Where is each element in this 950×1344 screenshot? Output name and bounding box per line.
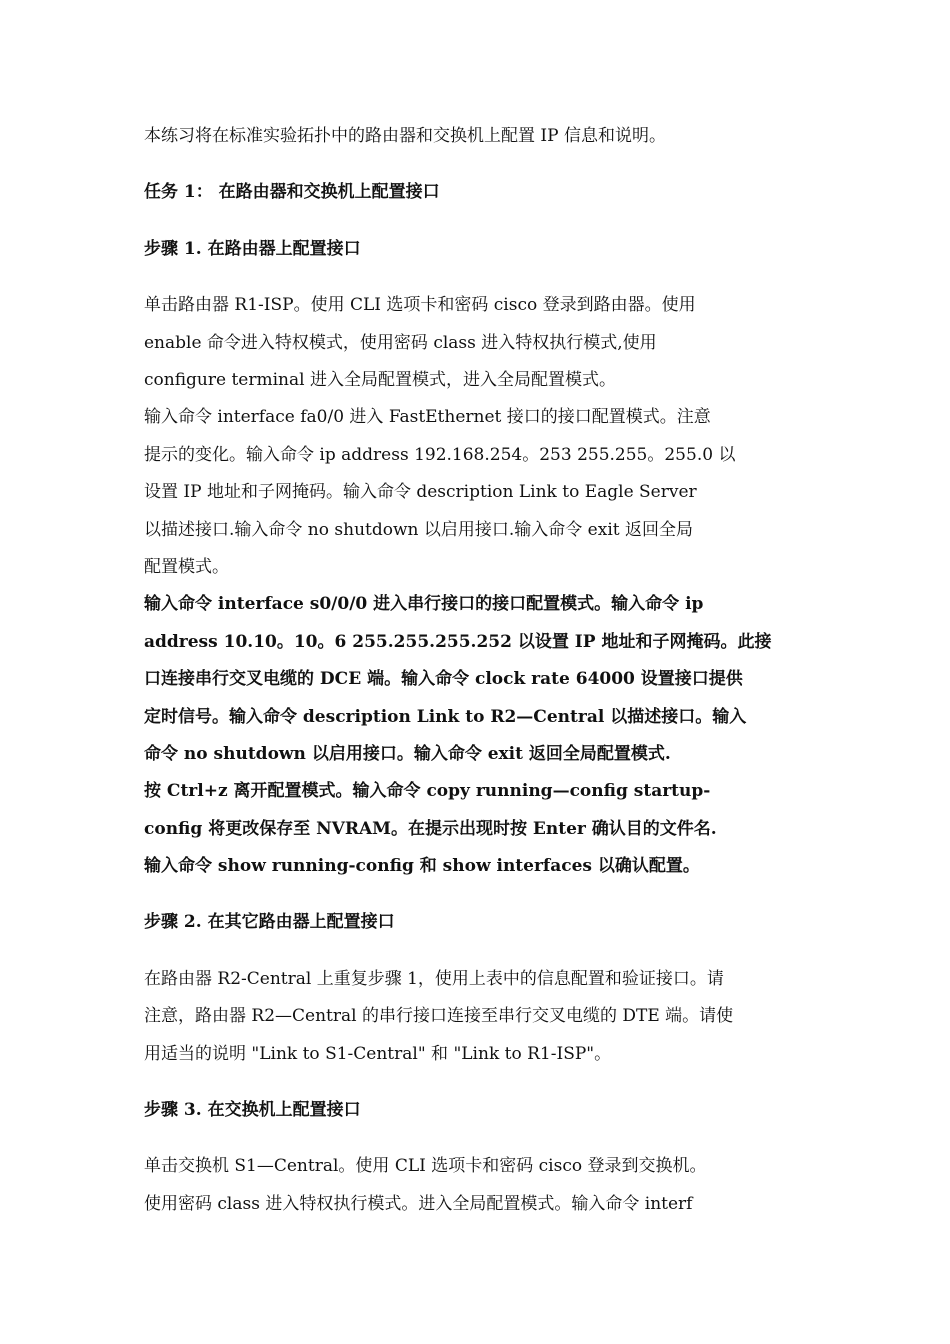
step1-serial-line: config 将更改保存至 NVRAM。在提示出现时按 Enter 确认目的文件名. (144, 818, 717, 839)
step2-paragraph (144, 961, 814, 1073)
step1-line: 配置模式。 (144, 556, 229, 577)
step1-line: enable 命令进入特权模式，使用密码 class 进入特权执行模式,使用 (144, 332, 657, 353)
step1-serial-paragraph (144, 586, 814, 885)
step1-serial-line: 定时信号。输入命令 description Link to R2—Central 以描述接口。输入 (144, 706, 747, 727)
step3-paragraph (144, 1148, 814, 1223)
step1-serial-line: 命令 no shutdown 以启用接口。输入命令 exit 返回全局配置模式. (144, 743, 671, 764)
step3-line: 使用密码 class 进入特权执行模式。进入全局配置模式。输入命令 interf (144, 1193, 693, 1214)
spacer (144, 212, 814, 231)
spacer (144, 942, 814, 961)
intro-paragraph: 本练习将在标准实验拓扑中的路由器和交换机上配置 IP 信息和说明。 (144, 126, 666, 146)
step1-serial-line: 输入命令 interface s0/0/0 进入串行接口的接口配置模式。输入命令 ip (144, 594, 704, 615)
step1-serial-line: 按 Ctrl+z 离开配置模式。输入命令 copy running—config startup- (144, 781, 711, 802)
document-page (144, 118, 814, 1223)
spacer (144, 268, 814, 287)
step2-heading: 步骤 2. 在其它路由器上配置接口 (144, 912, 395, 933)
step1-paragraph (144, 287, 814, 586)
step1-serial-line: address 10.10。10。6 255.255.255.252 以设置 IP 地址和子网掩码。此接 (144, 631, 772, 652)
step2-line: 在路由器 R2-Central 上重复步骤 1，使用上表中的信息配置和验证接口。请 (144, 968, 724, 989)
step3-line: 单击交换机 S1—Central。使用 CLI 选项卡和密码 cisco 登录到交换机。 (144, 1156, 707, 1177)
step1-serial-line: 输入命令 show running-config 和 show interfaces 以确认配置。 (144, 856, 700, 877)
spacer (144, 885, 814, 904)
step2-line: 注意，路由器 R2—Central 的串行接口连接至串行交叉电缆的 DTE 端。请使 (144, 1006, 734, 1027)
spacer (144, 155, 814, 174)
step1-line: 输入命令 interface fa0/0 进入 FastEthernet 接口的接口配置模式。注意 (144, 407, 711, 428)
spacer (144, 1129, 814, 1148)
step1-line: 以描述接口.输入命令 no shutdown 以启用接口.输入命令 exit 返回全局 (144, 519, 693, 540)
step1-line: configure terminal 进入全局配置模式，进入全局配置模式。 (144, 370, 616, 390)
spacer (144, 1073, 814, 1092)
step1-line: 单击路由器 R1-ISP。使用 CLI 选项卡和密码 cisco 登录到路由器。使用 (144, 295, 696, 316)
step3-heading: 步骤 3. 在交换机上配置接口 (144, 1100, 361, 1121)
step1-line: 设置 IP 地址和子网掩码。输入命令 description Link to Eagle Server (144, 482, 697, 503)
step1-line: 提示的变化。输入命令 ip address 192.168.254。253 255.255。255.0 以 (144, 444, 736, 465)
step2-line: 用适当的说明 "Link to S1-Central" 和 "Link to R1-ISP"。 (144, 1043, 612, 1064)
step1-heading: 步骤 1. 在路由器上配置接口 (144, 238, 361, 259)
step1-serial-line: 口连接串行交叉电缆的 DCE 端。输入命令 clock rate 64000 设置接口提供 (144, 669, 743, 690)
task1-heading: 任务 1： 在路由器和交换机上配置接口 (144, 182, 440, 203)
